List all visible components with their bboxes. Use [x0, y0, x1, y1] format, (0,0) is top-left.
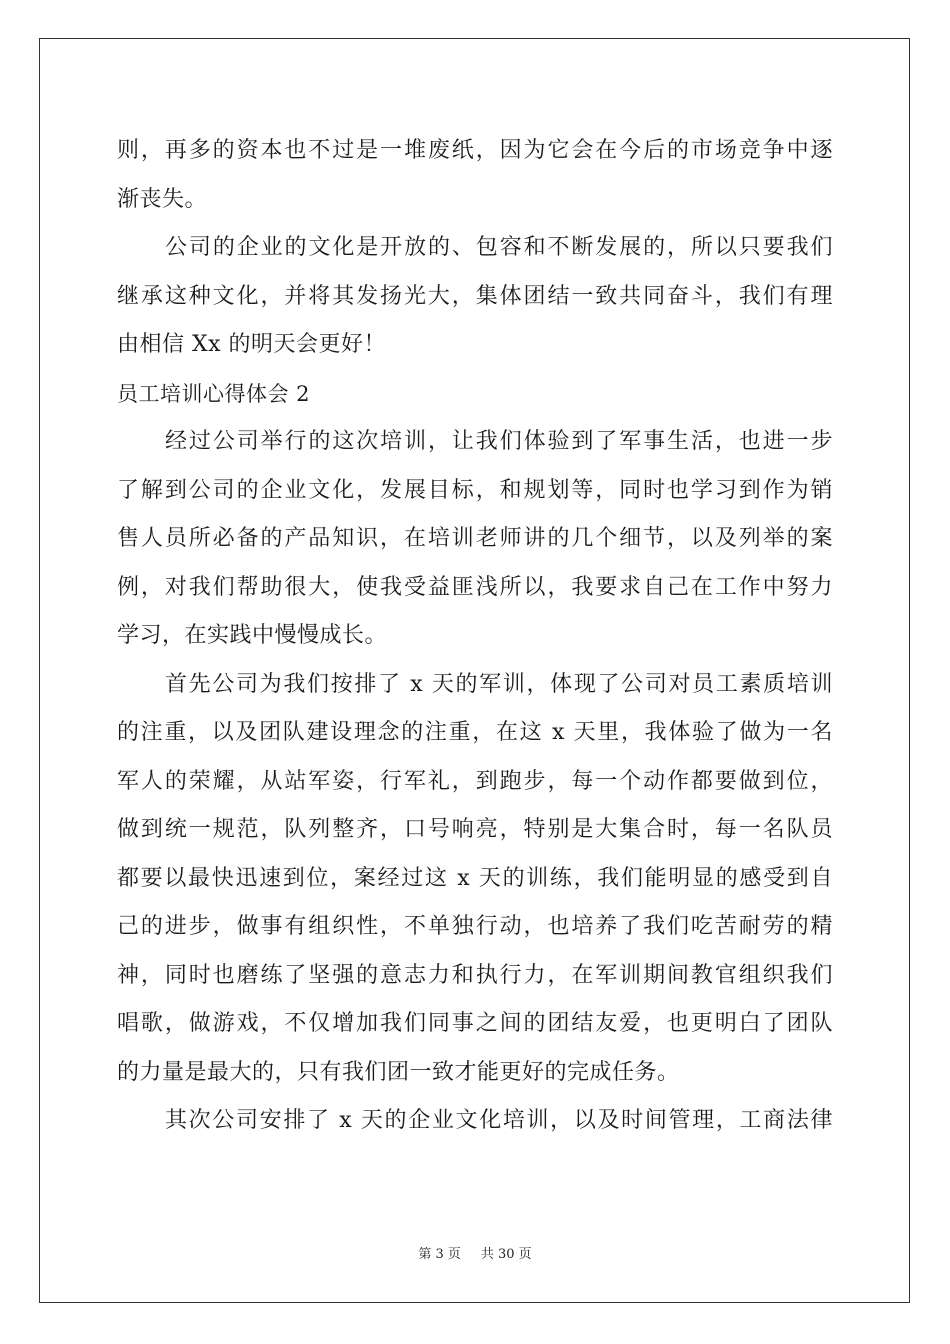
text-line: 的注重，以及团队建设理念的注重，在这 x 天里，我体验了做为一名 — [117, 720, 833, 745]
text-line: 的力量是最大的，只有我们团一致才能更好的完成任务。 — [117, 1059, 680, 1085]
document-body — [117, 127, 833, 1146]
text-line: 都要以最快迅速到位，案经过这 x 天的训练，我们能明显的感受到自 — [117, 865, 833, 891]
text-line: 了解到公司的企业文化，发展目标，和规划等，同时也学习到作为销 — [117, 477, 833, 503]
paragraph-start: 公司的企业的文化是开放的、包容和不断发展的，所以只要我们 — [165, 235, 833, 260]
section-heading: 员工培训心得体会 2 — [117, 381, 311, 406]
text-line: 继承这种文化，并将其发扬光大，集体团结一致共同奋斗，我们有理 — [117, 283, 833, 309]
page-footer — [0, 1243, 950, 1262]
text-line: 唱歌，做游戏，不仅增加我们同事之间的团结友爱，也更明白了团队 — [117, 1011, 833, 1036]
text-line: 则，再多的资本也不过是一堆废纸，因为它会在今后的市场竞争中逐 — [117, 138, 833, 163]
text-line: 己的进步，做事有组织性，不单独行动，也培养了我们吃苦耐劳的精 — [117, 914, 833, 939]
text-line: 售人员所必备的产品知识，在培训老师讲的几个细节，以及列举的案 — [117, 526, 833, 551]
paragraph-start: 首先公司为我们按排了 x 天的军训，体现了公司对员工素质培训 — [165, 671, 833, 697]
paragraph-start: 其次公司安排了 x 天的企业文化培训，以及时间管理，工商法律 — [165, 1108, 833, 1133]
page-total: 共 30 页 — [480, 1247, 532, 1262]
paragraph-start: 经过公司举行的这次培训，让我们体验到了军事生活，也进一步 — [165, 429, 833, 454]
text-line: 学习，在实践中慢慢成长。 — [117, 623, 388, 648]
text-line: 做到统一规范，队列整齐，口号响亮，特别是大集合时，每一名队员 — [117, 817, 833, 842]
text-line: 例，对我们帮助很大，使我受益匪浅所以，我要求自己在工作中努力 — [117, 574, 833, 600]
text-line: 由相信 Xx 的明天会更好！ — [117, 332, 387, 357]
text-line: 军人的荣耀，从站军姿，行军礼，到跑步，每一个动作都要做到位， — [117, 768, 833, 794]
page-number: 第 3 页 — [418, 1247, 461, 1262]
text-line: 神，同时也磨练了坚强的意志力和执行力，在军训期间教官组织我们 — [117, 962, 833, 988]
text-line: 渐丧失。 — [117, 186, 208, 212]
